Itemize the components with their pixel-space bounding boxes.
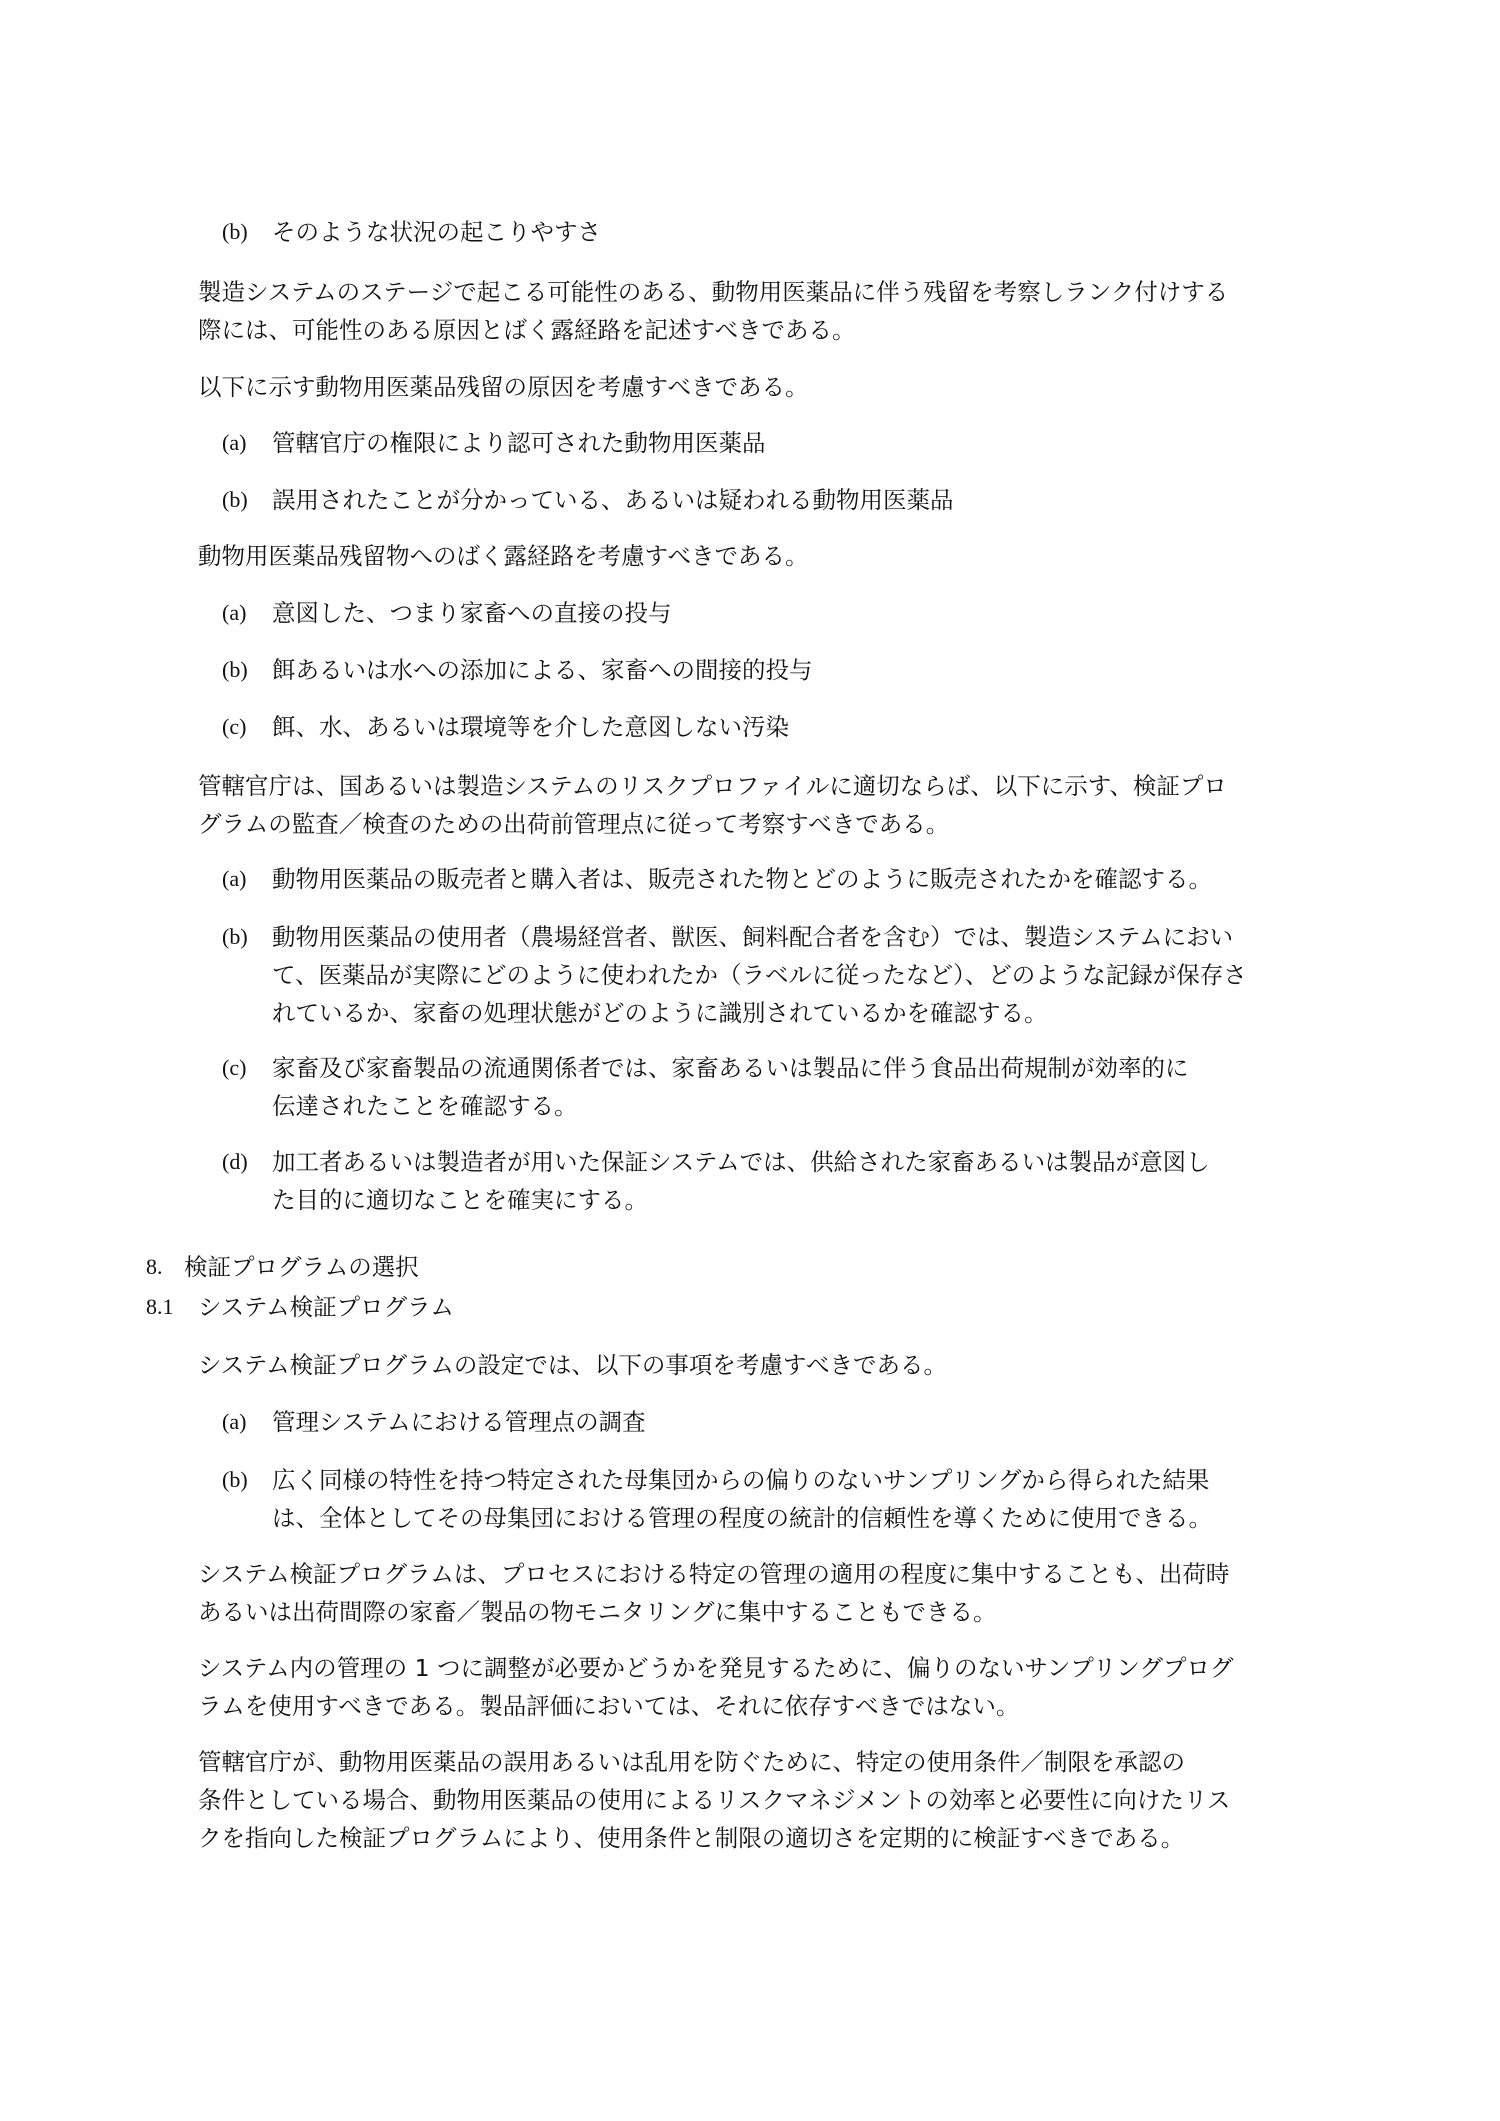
subsection-number: 8.1 — [146, 1294, 174, 1319]
text-line: は、全体としてその母集団における管理の程度の統計的信頼性を導くために使用できる。 — [272, 1504, 1212, 1532]
list-item — [222, 708, 789, 746]
text-line: 伝達されたことを確認する。 — [272, 1092, 578, 1120]
list-item — [222, 860, 1212, 898]
text-line: 家畜及び家畜製品の流通関係者では、家畜あるいは製品に伴う食品出荷規制が効率的に — [272, 1054, 1189, 1082]
subsection-heading — [146, 1288, 454, 1326]
subsection-title: システム検証プログラム — [198, 1293, 454, 1321]
list-item — [222, 213, 601, 251]
list-item-label: (a) — [222, 1409, 247, 1434]
list-item — [222, 481, 954, 519]
section-heading — [146, 1248, 419, 1286]
text-line: システム検証プログラムは、プロセスにおける特定の管理の適用の程度に集中することも、出荷時 — [198, 1560, 1230, 1588]
text-line: 管轄官庁が、動物用医薬品の誤用あるいは乱用を防ぐために、特定の使用条件／制限を承認の — [198, 1748, 1185, 1776]
list-item — [222, 918, 1247, 1032]
list-item — [222, 424, 766, 462]
list-item-label: (b) — [222, 924, 248, 949]
text-line: 餌あるいは水への添加による、家畜への間接的投与 — [272, 656, 813, 684]
text-line: て、医薬品が実際にどのように使われたか（ラベルに従ったなど）、どのような記録が保存さ — [272, 961, 1247, 989]
text-line: れているか、家畜の処理状態がどのように識別されているかを確認する。 — [272, 999, 1048, 1027]
text-line: 意図した、つまり家畜への直接の投与 — [272, 599, 672, 627]
text-line: グラムの監査／検査のための出荷前管理点に従って考察すべきである。 — [198, 810, 950, 838]
text-line: そのような状況の起こりやすさ — [272, 218, 601, 246]
paragraph — [198, 537, 809, 575]
text-line: 広く同様の特性を持つ特定された母集団からの偏りのないサンプリングから得られた結果 — [272, 1466, 1210, 1494]
list-item-label: (a) — [222, 430, 247, 455]
list-item — [222, 1403, 646, 1441]
list-item — [222, 594, 672, 632]
text-line: 加工者あるいは製造者が用いた保証システムでは、供給された家畜あるいは製品が意図し — [272, 1148, 1210, 1176]
list-item-label: (b) — [222, 219, 248, 244]
text-line: 以下に示す動物用医薬品残留の原因を考慮すべきである。 — [198, 373, 809, 401]
list-item-label: (c) — [222, 714, 247, 739]
list-item — [222, 1143, 1210, 1219]
text-line: 動物用医薬品残留物へのばく露経路を考慮すべきである。 — [198, 542, 809, 570]
paragraph — [198, 1346, 947, 1384]
text-line: あるいは出荷間際の家畜／製品の物モニタリングに集中することもできる。 — [198, 1598, 997, 1626]
list-item-label: (a) — [222, 866, 247, 891]
list-item-label: (a) — [222, 600, 247, 625]
text-line: 管理システムにおける管理点の調査 — [272, 1408, 646, 1436]
paragraph — [198, 767, 1227, 843]
paragraph — [198, 1743, 1230, 1857]
list-item — [222, 651, 813, 689]
text-line: 条件としている場合、動物用医薬品の使用によるリスクマネジメントの効率と必要性に向けたリス — [198, 1786, 1231, 1814]
text-line: クを指向した検証プログラムにより、使用条件と制限の適切さを定期的に検証すべきである。 — [198, 1824, 1185, 1852]
section-title: 検証プログラムの選択 — [184, 1253, 419, 1281]
text-line: た目的に適切なことを確実にする。 — [272, 1186, 648, 1214]
text-line: 管轄官庁の権限により認可された動物用医薬品 — [272, 429, 766, 457]
text-line: 餌、水、あるいは環境等を介した意図しない汚染 — [272, 713, 789, 741]
text-line: 製造システムのステージで起こる可能性のある、動物用医薬品に伴う残留を考察しランク付けする — [198, 278, 1229, 306]
list-item-label: (c) — [222, 1055, 247, 1080]
text-line: 動物用医薬品の使用者（農場経営者、獣医、飼料配合者を含む）では、製造システムにおい — [272, 923, 1234, 951]
list-item-label: (b) — [222, 657, 248, 682]
paragraph — [198, 1649, 1233, 1725]
text-line: 管轄官庁は、国あるいは製造システムのリスクプロファイルに適切ならば、以下に示す、検証プロ — [198, 772, 1227, 800]
section-number: 8. — [146, 1254, 163, 1279]
paragraph — [198, 273, 1228, 349]
paragraph — [198, 368, 809, 406]
list-item — [222, 1049, 1189, 1125]
list-item-label: (b) — [222, 1467, 248, 1492]
text-line: 動物用医薬品の販売者と購入者は、販売された物とどのように販売されたかを確認する。 — [272, 865, 1212, 893]
text-line: 際には、可能性のある原因とばく露経路を記述すべきである。 — [198, 316, 856, 344]
list-item — [222, 1461, 1212, 1537]
text-line: ラムを使用すべきである。製品評価においては、それに依存すべきではない。 — [198, 1692, 1020, 1720]
paragraph — [198, 1555, 1229, 1631]
list-item-label: (d) — [222, 1149, 248, 1174]
text-line: 誤用されたことが分かっている、あるいは疑われる動物用医薬品 — [272, 486, 954, 514]
text-line: システム検証プログラムの設定では、以下の事項を考慮すべきである。 — [198, 1351, 947, 1379]
list-item-label: (b) — [222, 487, 248, 512]
text-line: システム内の管理の 1 つに調整が必要かどうかを発見するために、偏りのないサンプリングプログ — [198, 1654, 1234, 1682]
